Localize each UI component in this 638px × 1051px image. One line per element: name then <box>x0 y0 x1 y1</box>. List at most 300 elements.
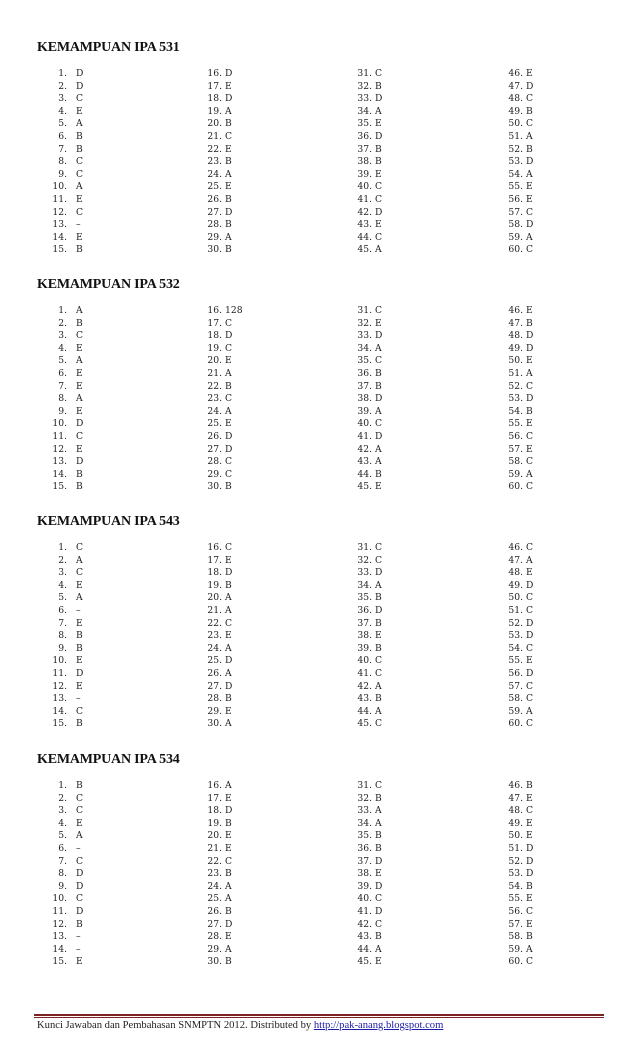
answer-key: B <box>225 693 232 705</box>
answer-row <box>200 106 340 119</box>
question-number: 49. <box>508 105 523 117</box>
answer-row <box>200 431 340 444</box>
answer-columns <box>0 542 638 732</box>
answer-key: D <box>375 130 383 142</box>
question-number: 43. <box>357 931 372 943</box>
question-number: 47. <box>508 80 523 92</box>
question-number: 44. <box>357 231 372 243</box>
answer-key: E <box>526 68 533 79</box>
question-number: 58. <box>508 219 523 231</box>
answer-row <box>0 655 140 668</box>
answer-key: C <box>526 805 534 817</box>
question-number: 1. <box>58 305 67 316</box>
question-number: 24. <box>207 168 222 180</box>
question-number: 20. <box>207 118 222 130</box>
question-number: 11. <box>52 193 67 205</box>
answer-row <box>0 793 140 806</box>
answer-key: D <box>526 342 534 354</box>
answer-row <box>503 693 638 706</box>
answer-row <box>0 318 140 331</box>
footer <box>37 1020 443 1031</box>
answer-key: A <box>76 592 83 604</box>
answer-key: B <box>526 143 533 155</box>
question-number: 4. <box>58 342 67 354</box>
question-number: 42. <box>357 443 372 455</box>
answer-row <box>200 555 340 568</box>
footer-link[interactable]: http://pak-anang.blogspot.com <box>313 1020 444 1031</box>
answer-key: B <box>375 80 382 92</box>
answer-row <box>352 618 492 631</box>
question-number: 22. <box>207 143 222 155</box>
answer-key: C <box>526 244 534 256</box>
question-number: 2. <box>58 792 67 804</box>
answer-key: D <box>225 680 233 692</box>
answer-key: E <box>225 830 232 842</box>
question-number: 34. <box>357 342 372 354</box>
answer-key: B <box>225 579 232 591</box>
answer-key: C <box>225 617 233 629</box>
answer-key: A <box>526 943 533 955</box>
question-number: 19. <box>207 105 222 117</box>
answer-key: E <box>76 655 83 667</box>
answer-row <box>200 793 340 806</box>
answer-row <box>352 668 492 681</box>
answer-row <box>503 244 638 257</box>
answer-key: D <box>375 604 383 616</box>
answer-row <box>200 780 340 793</box>
answer-row <box>200 706 340 719</box>
answer-row <box>503 780 638 793</box>
question-number: 56. <box>508 667 523 679</box>
question-number: 3. <box>58 567 67 579</box>
answer-row <box>200 618 340 631</box>
answer-row <box>0 106 140 119</box>
answer-key: D <box>375 880 383 892</box>
answer-row <box>200 181 340 194</box>
answer-row <box>503 343 638 356</box>
question-number: 52. <box>508 617 523 629</box>
answer-key: C <box>76 567 84 579</box>
answer-key: E <box>375 481 382 493</box>
answer-key: A <box>76 393 83 405</box>
question-number: 25. <box>207 893 222 905</box>
answer-row <box>200 856 340 869</box>
question-number: 60. <box>508 244 523 256</box>
answer-row <box>352 318 492 331</box>
answer-key: B <box>526 405 533 417</box>
question-number: 22. <box>207 855 222 867</box>
answer-row <box>503 580 638 593</box>
answer-row <box>352 244 492 257</box>
question-number: 29. <box>207 705 222 717</box>
question-number: 10. <box>52 418 67 430</box>
question-number: 36. <box>357 130 372 142</box>
question-number: 14. <box>52 705 67 717</box>
answer-row <box>352 156 492 169</box>
answer-row <box>352 106 492 119</box>
answer-row <box>0 818 140 831</box>
answer-key: C <box>76 330 84 342</box>
answer-key: D <box>526 393 534 405</box>
answer-row <box>200 244 340 257</box>
answer-key: B <box>76 130 83 142</box>
answer-row <box>352 393 492 406</box>
question-number: 20. <box>207 830 222 842</box>
answer-key: A <box>375 244 382 256</box>
question-number: 17. <box>207 554 222 566</box>
question-number: 51. <box>508 367 523 379</box>
answer-key: C <box>225 855 233 867</box>
answer-key: E <box>526 181 533 193</box>
answer-key: A <box>526 367 533 379</box>
answer-key: C <box>76 168 84 180</box>
answer-row <box>503 818 638 831</box>
answer-key: D <box>375 93 383 105</box>
question-number: 40. <box>357 418 372 430</box>
answer-key: D <box>225 93 233 105</box>
question-number: 54. <box>508 642 523 654</box>
question-number: 32. <box>357 80 372 92</box>
question-number: 43. <box>357 219 372 231</box>
question-number: 41. <box>357 667 372 679</box>
question-number: 33. <box>357 567 372 579</box>
answer-key: A <box>375 443 382 455</box>
answer-key: C <box>225 130 233 142</box>
question-number: 38. <box>357 393 372 405</box>
question-number: 23. <box>207 393 222 405</box>
question-number: 38. <box>357 630 372 642</box>
answer-row <box>503 655 638 668</box>
answer-row <box>352 555 492 568</box>
question-number: 57. <box>508 680 523 692</box>
answer-key: A <box>76 554 83 566</box>
question-number: 42. <box>357 918 372 930</box>
answer-key: B <box>375 468 382 480</box>
question-number: 17. <box>207 80 222 92</box>
answer-row <box>352 93 492 106</box>
answer-key: A <box>375 456 382 468</box>
question-number: 39. <box>357 880 372 892</box>
answer-key: C <box>375 780 383 791</box>
question-number: 56. <box>508 905 523 917</box>
answer-column <box>0 68 140 257</box>
question-number: 43. <box>357 693 372 705</box>
answer-row <box>503 106 638 119</box>
footer-text: Kunci Jawaban dan Pembahasan SNMPTN 2012. Distributed by <box>37 1020 314 1031</box>
answer-row <box>503 605 638 618</box>
answer-row <box>200 481 340 494</box>
answer-key: A <box>526 130 533 142</box>
question-number: 12. <box>52 206 67 218</box>
answer-row <box>352 818 492 831</box>
question-number: 60. <box>508 718 523 730</box>
answer-row <box>0 368 140 381</box>
question-number: 23. <box>207 630 222 642</box>
answer-row <box>0 381 140 394</box>
question-number: 17. <box>207 317 222 329</box>
answer-row <box>503 194 638 207</box>
answer-row <box>0 881 140 894</box>
answer-row <box>352 181 492 194</box>
answer-column <box>352 68 492 257</box>
question-number: 35. <box>357 355 372 367</box>
answer-row <box>352 706 492 719</box>
answer-row <box>352 232 492 245</box>
answer-row <box>0 856 140 869</box>
answer-key: E <box>375 630 382 642</box>
answer-row <box>352 567 492 580</box>
answer-key: D <box>76 880 84 892</box>
answer-key: B <box>76 918 83 930</box>
question-number: 47. <box>508 792 523 804</box>
question-number: 28. <box>207 931 222 943</box>
answer-key: C <box>526 693 534 705</box>
question-number: 45. <box>357 481 372 493</box>
answer-row <box>352 681 492 694</box>
answer-key: A <box>225 642 232 654</box>
answer-key: E <box>76 617 83 629</box>
answer-row <box>503 431 638 444</box>
question-number: 6. <box>58 604 67 616</box>
answer-row <box>200 93 340 106</box>
answer-row <box>200 368 340 381</box>
answer-row <box>503 956 638 969</box>
question-number: 56. <box>508 430 523 442</box>
question-number: 8. <box>58 630 67 642</box>
answer-key: C <box>375 355 383 367</box>
answer-key: B <box>76 642 83 654</box>
answer-key: E <box>375 118 382 130</box>
answer-row <box>200 893 340 906</box>
question-number: 51. <box>508 604 523 616</box>
question-number: 52. <box>508 143 523 155</box>
answer-key: B <box>375 931 382 943</box>
question-number: 14. <box>52 231 67 243</box>
answer-key: D <box>526 667 534 679</box>
answer-key: B <box>225 156 232 168</box>
answer-key: E <box>225 842 232 854</box>
answer-key: D <box>225 430 233 442</box>
answer-column <box>0 305 140 494</box>
question-number: 32. <box>357 792 372 804</box>
answer-row <box>503 406 638 419</box>
answer-key: E <box>76 367 83 379</box>
answer-key: E <box>76 231 83 243</box>
answer-key: E <box>76 405 83 417</box>
question-number: 3. <box>58 93 67 105</box>
answer-row <box>503 368 638 381</box>
answer-row <box>200 207 340 220</box>
question-number: 40. <box>357 655 372 667</box>
answer-row <box>200 567 340 580</box>
question-number: 4. <box>58 817 67 829</box>
answer-row <box>200 580 340 593</box>
question-number: 17. <box>207 792 222 804</box>
question-number: 47. <box>508 317 523 329</box>
answer-row <box>352 305 492 318</box>
question-number: 30. <box>207 956 222 968</box>
answer-row <box>352 868 492 881</box>
answer-key: E <box>225 705 232 717</box>
answer-row <box>200 118 340 131</box>
question-number: 12. <box>52 443 67 455</box>
question-number: 59. <box>508 943 523 955</box>
answer-row <box>0 906 140 919</box>
answer-key: C <box>526 642 534 654</box>
question-number: 19. <box>207 817 222 829</box>
question-number: 16. <box>207 305 222 316</box>
answer-row <box>200 318 340 331</box>
question-number: 24. <box>207 405 222 417</box>
question-number: 18. <box>207 805 222 817</box>
answer-key: C <box>225 456 233 468</box>
answer-row <box>0 355 140 368</box>
answer-key: A <box>225 943 232 955</box>
question-number: 40. <box>357 181 372 193</box>
question-number: 45. <box>357 718 372 730</box>
answer-key: D <box>225 567 233 579</box>
answer-key: A <box>225 168 232 180</box>
answer-key: D <box>526 855 534 867</box>
answer-row <box>503 919 638 932</box>
question-number: 29. <box>207 468 222 480</box>
question-number: 9. <box>58 880 67 892</box>
answer-row <box>352 81 492 94</box>
question-number: 15. <box>52 956 67 968</box>
question-number: 2. <box>58 80 67 92</box>
answer-row <box>200 956 340 969</box>
question-number: 16. <box>207 68 222 79</box>
answer-key: A <box>76 830 83 842</box>
question-number: 21. <box>207 130 222 142</box>
answer-key: D <box>225 918 233 930</box>
answer-key: B <box>375 592 382 604</box>
answer-row <box>0 843 140 856</box>
answer-row <box>503 630 638 643</box>
answer-row <box>0 567 140 580</box>
answer-row <box>0 481 140 494</box>
answer-row <box>352 843 492 856</box>
answer-key: C <box>76 156 84 168</box>
answer-row <box>0 805 140 818</box>
answer-row <box>0 194 140 207</box>
answer-key: E <box>76 680 83 692</box>
answer-row <box>503 330 638 343</box>
answer-row <box>503 843 638 856</box>
answer-key: C <box>526 481 534 493</box>
question-number: 54. <box>508 405 523 417</box>
answer-row <box>0 956 140 969</box>
answer-key: B <box>225 956 232 968</box>
answer-row <box>352 919 492 932</box>
answer-key: A <box>526 168 533 180</box>
question-number: 2. <box>58 554 67 566</box>
question-number: 21. <box>207 842 222 854</box>
question-number: 53. <box>508 156 523 168</box>
answer-row <box>0 118 140 131</box>
question-number: 30. <box>207 718 222 730</box>
answer-row <box>200 655 340 668</box>
answer-key: E <box>225 355 232 367</box>
question-number: 2. <box>58 317 67 329</box>
question-number: 8. <box>58 393 67 405</box>
answer-column <box>200 68 340 257</box>
question-number: 13. <box>52 219 67 231</box>
question-number: 21. <box>207 604 222 616</box>
question-number: 8. <box>58 868 67 880</box>
question-number: 54. <box>508 880 523 892</box>
answer-key: C <box>225 342 233 354</box>
question-number: 58. <box>508 931 523 943</box>
answer-key: D <box>526 868 534 880</box>
answer-columns <box>0 68 638 258</box>
question-number: 57. <box>508 206 523 218</box>
answer-key: E <box>225 630 232 642</box>
answer-row <box>200 469 340 482</box>
question-number: 10. <box>52 181 67 193</box>
answer-row <box>352 643 492 656</box>
answer-column <box>503 542 638 731</box>
footer-rule-thin <box>34 1017 604 1018</box>
answer-key: D <box>375 430 383 442</box>
answer-row <box>200 881 340 894</box>
answer-row <box>352 118 492 131</box>
question-number: 1. <box>58 780 67 791</box>
answer-key: A <box>375 342 382 354</box>
answer-row <box>0 944 140 957</box>
answer-row <box>0 169 140 182</box>
question-number: 38. <box>357 868 372 880</box>
answer-row <box>352 856 492 869</box>
question-number: 36. <box>357 842 372 854</box>
answer-row <box>503 542 638 555</box>
answer-key: D <box>225 330 233 342</box>
answer-key: A <box>225 604 232 616</box>
answer-row <box>352 219 492 232</box>
answer-row <box>352 780 492 793</box>
answer-row <box>200 418 340 431</box>
answer-key: E <box>526 792 533 804</box>
answer-row <box>0 219 140 232</box>
question-number: 42. <box>357 206 372 218</box>
answer-row <box>503 681 638 694</box>
answer-row <box>200 818 340 831</box>
footer-rule-thick <box>34 1014 604 1016</box>
question-number: 36. <box>357 367 372 379</box>
question-number: 48. <box>508 330 523 342</box>
answer-key: B <box>76 630 83 642</box>
answer-row <box>503 881 638 894</box>
answer-row <box>503 793 638 806</box>
answer-row <box>352 655 492 668</box>
question-number: 34. <box>357 105 372 117</box>
answer-row <box>352 605 492 618</box>
answer-key: – <box>76 219 81 231</box>
answer-key: B <box>225 817 232 829</box>
answer-row <box>0 418 140 431</box>
question-number: 14. <box>52 468 67 480</box>
answer-row <box>200 668 340 681</box>
answer-key: C <box>526 456 534 468</box>
answer-row <box>200 456 340 469</box>
answer-row <box>200 444 340 457</box>
answer-key: E <box>526 918 533 930</box>
answer-row <box>0 232 140 245</box>
answer-row <box>503 169 638 182</box>
answer-key: – <box>76 693 81 705</box>
answer-row <box>0 244 140 257</box>
answer-key: E <box>225 143 232 155</box>
